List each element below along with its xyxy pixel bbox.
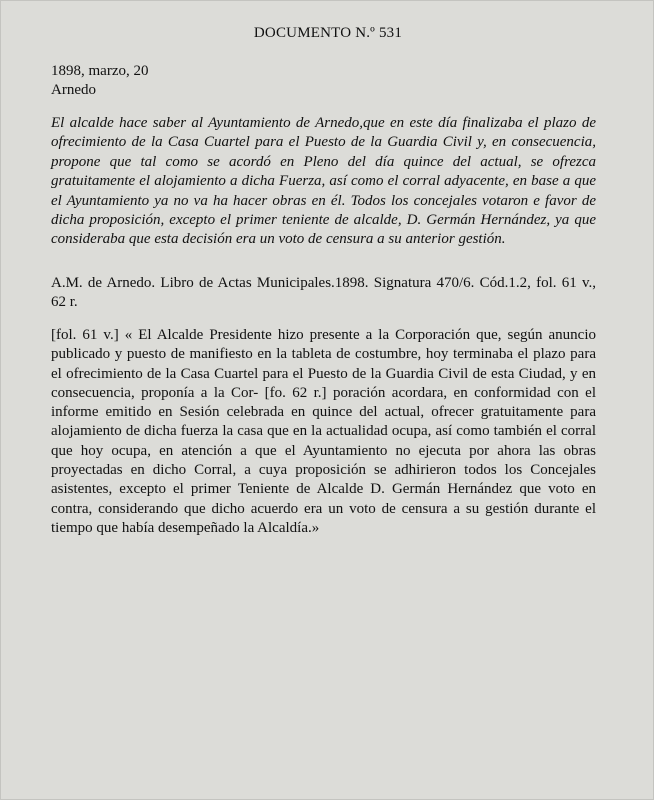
document-date: 1898, marzo, 20 bbox=[51, 63, 149, 79]
archive-source: A.M. de Arnedo. Libro de Actas Municipales.1898. Signatura 470/6. Cód.1.2, fol. 61 v., 62 r. bbox=[51, 275, 596, 310]
transcription-text: [fol. 61 v.] « El Alcalde Presidente hizo presente a la Corporación que, según anuncio publicado y puesto de manifiesto en la tableta de costumbre, hoy terminaba el plazo para el ofrecimiento de la Casa Cuartel para el Puesto de la Guardia Civil de esta Ciudad, y en consecuencia, proponía a la Cor- [fo. 62 r.] poración acordara, en conformidad con el informe emitido en Sesión celebrada en quince del actual, ofrecer gratuitamente para alojamiento de dicha fuerza la casa que en la actualidad ocupa, así como también el corral que hoy ocupa, en atención a que el Ayuntamiento no ejecuta por ahora las obras proyectadas en dicho Corral, a cuya proposición se adhirieron todos los Concejales asistentes, excepto el primer Teniente de Alcalde D. Germán Hernández que voto en contra, considerando que dicho acuerdo era un voto de censura a su gestión durante el tiempo que había desempeñado la Alcaldía.» bbox=[51, 327, 596, 536]
document-meta bbox=[51, 62, 148, 100]
document-place: Arnedo bbox=[51, 82, 96, 98]
document-title: DOCUMENTO N.º 531 bbox=[253, 25, 403, 41]
document-summary: El alcalde hace saber al Ayuntamiento de Arnedo,que en este día finalizaba el plazo de ofrecimiento de la Casa Cuartel para el Puesto de la Guardia Civil y, en consecuencia, propone que tal como se acordó en Pleno del día quince del actual, se ofrezca gratuitamente el alojamiento a dicha Fuerza, así como el corral adyacente, en base a que el Ayuntamiento ya no va ha hacer obras en él. Todos los concejales votaron e favor de dicha proposición, excepto el primer teniente de alcalde, D. Germán Hernández, ya que consideraba que esta decisión era un voto de censura a su anterior gestión. bbox=[51, 115, 596, 248]
